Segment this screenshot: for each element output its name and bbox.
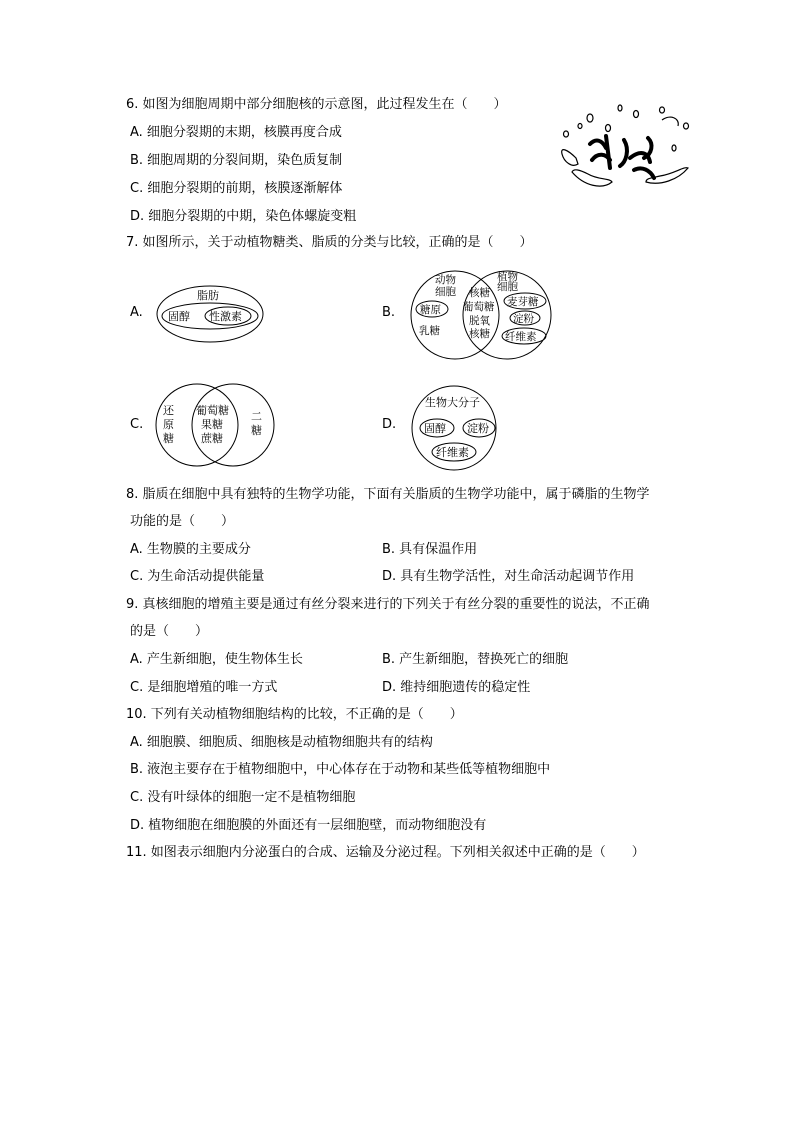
- q9-option-d: D. 维持细胞遗传的稳定性: [382, 680, 531, 695]
- venn-c-fructose: 果糖: [201, 418, 223, 431]
- vesicle: [672, 145, 676, 151]
- q10-stem: 10. 下列有关动植物细胞结构的比较，不正确的是（ ）: [126, 707, 463, 722]
- q7-label-c: C.: [130, 417, 144, 432]
- q6-option-a: A. 细胞分裂期的末期，核膜再度合成: [130, 125, 342, 140]
- venn-c: [155, 378, 275, 472]
- venn-d-sterol: 固醇: [424, 422, 446, 435]
- q6-stem: 6. 如图为细胞周期中部分细胞核的示意图，此过程发生在（ ）: [126, 97, 507, 112]
- venn-c-sucrose: 蔗糖: [201, 432, 223, 445]
- q7-label-d: D.: [382, 417, 397, 432]
- q8-option-a: A. 生物膜的主要成分: [130, 542, 251, 557]
- vesicle: [684, 123, 689, 129]
- q10-option-c: C. 没有叶绿体的细胞一定不是植物细胞: [130, 790, 356, 805]
- venn-d-cellulose: 纤维素: [436, 446, 469, 459]
- q9-option-a: A. 产生新细胞，使生物体生长: [130, 652, 303, 667]
- venn-a: [155, 282, 267, 344]
- venn-b-animal-label: 动物: [435, 274, 456, 286]
- venn-c-reducing: 糖: [163, 432, 174, 445]
- venn-c-reducing: 原: [163, 418, 174, 431]
- venn-b-ribose: 核糖: [469, 287, 490, 299]
- q10-option-b: B. 液泡主要存在于植物细胞中，中心体存在于动物和某些低等植物细胞中: [130, 762, 551, 777]
- venn-b-maltose: 麦芽糖: [507, 296, 539, 308]
- venn-b-ribose-2: 核糖: [469, 328, 490, 340]
- chromosome: [634, 168, 654, 178]
- chromosome: [590, 141, 606, 148]
- membrane-fragment: [572, 170, 612, 186]
- chromosome: [620, 140, 627, 166]
- q7-label-a: A.: [130, 305, 143, 320]
- venn-d-title: 生物大分子: [425, 396, 480, 409]
- q7-stem: 7. 如图所示，关于动植物糖类、脂质的分类与比较，正确的是（ ）: [126, 235, 533, 250]
- q8-stem-cont: 功能的是（ ）: [130, 514, 235, 529]
- vesicle: [618, 105, 622, 111]
- vesicle: [634, 111, 639, 118]
- q9-stem: 9. 真核细胞的增殖主要是通过有丝分裂来进行的下列关于有丝分裂的重要性的说法，不正确: [126, 597, 650, 612]
- venn-b-starch: 淀粉: [513, 313, 534, 325]
- vesicle: [587, 114, 593, 122]
- venn-c-disaccharide: 二: [251, 410, 262, 423]
- q8-option-c: C. 为生命活动提供能量: [130, 569, 265, 584]
- venn-c-disaccharide: 糖: [251, 424, 262, 437]
- venn-b-cellulose: 纤维素: [505, 331, 537, 343]
- q8-stem: 8. 脂质在细胞中具有独特的生物学功能，下面有关脂质的生物学功能中，属于磷脂的生物学: [126, 487, 650, 502]
- vesicle: [606, 125, 611, 132]
- membrane-fragment: [662, 117, 678, 126]
- venn-d-starch: 淀粉: [467, 422, 489, 435]
- vesicle: [660, 107, 665, 113]
- vesicle: [578, 124, 582, 129]
- membrane-fragment: [562, 150, 578, 166]
- q6-option-d: D. 细胞分裂期的中期，染色体螺旋变粗: [130, 209, 357, 224]
- venn-b-glucose: 葡萄糖: [463, 301, 495, 313]
- venn-a-left-label: 固醇: [168, 310, 190, 323]
- chromosome: [606, 136, 610, 168]
- venn-b-plant-label: 植物: [497, 271, 518, 283]
- venn-a-outer-label: 脂肪: [197, 289, 219, 302]
- q10-option-d: D. 植物细胞在细胞膜的外面还有一层细胞壁，而动物细胞没有: [130, 818, 487, 833]
- venn-b-plant-label: 细胞: [497, 281, 518, 293]
- venn-c-reducing: 还: [163, 404, 174, 417]
- vesicle: [564, 131, 569, 137]
- venn-d: [407, 384, 501, 472]
- venn-b: [405, 268, 555, 362]
- q8-option-b: B. 具有保温作用: [382, 542, 478, 557]
- venn-a-right-label: 性激素: [209, 310, 242, 323]
- q6-option-c: C. 细胞分裂期的前期，核膜逐渐解体: [130, 181, 343, 196]
- q9-option-b: B. 产生新细胞，替换死亡的细胞: [382, 652, 569, 667]
- venn-c-glucose: 葡萄糖: [196, 404, 229, 417]
- q10-option-a: A. 细胞膜、细胞质、细胞核是动植物细胞共有的结构: [130, 735, 433, 750]
- chromosome: [644, 138, 651, 158]
- q11-stem: 11. 如图表示细胞内分泌蛋白的合成、运输及分泌过程。下列相关叙述中正确的是（ ）: [126, 845, 645, 860]
- q9-option-c: C. 是细胞增殖的唯一方式: [130, 680, 278, 695]
- q8-option-d: D. 具有生物学活性，对生命活动起调节作用: [382, 569, 635, 584]
- venn-b-deoxy: 脱氧: [469, 315, 490, 327]
- cell-nucleus-figure: [550, 100, 700, 195]
- q9-stem-cont: 的是（ ）: [130, 624, 209, 639]
- venn-b-glycogen: 糖原: [420, 304, 441, 316]
- venn-b-lactose: 乳糖: [419, 325, 440, 337]
- venn-b-animal-label: 细胞: [435, 286, 456, 298]
- q6-option-b: B. 细胞周期的分裂间期，染色质复制: [130, 153, 343, 168]
- q7-label-b: B.: [382, 305, 396, 320]
